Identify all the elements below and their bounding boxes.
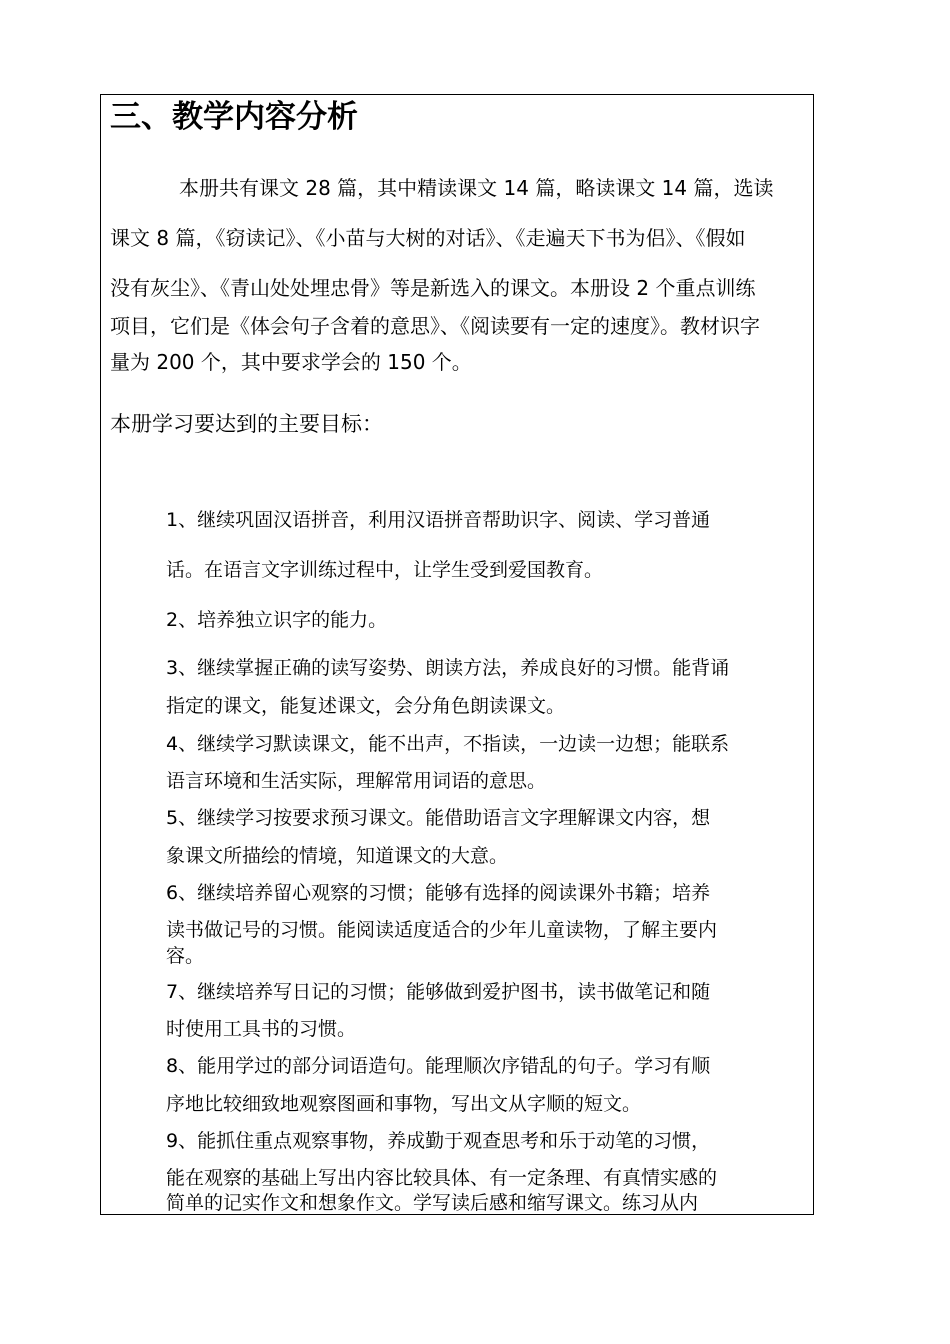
goal-line: 8、能用学过的部分词语造句。能理顺次序错乱的句子。学习有顺 bbox=[166, 1055, 711, 1077]
intro-line: 本册共有课文 28 篇，其中精读课文 14 篇，略读课文 14 篇，选读 bbox=[179, 176, 774, 200]
intro-line: 项目，它们是《体会句子含着的意思》、《阅读要有一定的速度》。教材识字 bbox=[110, 314, 760, 338]
goal-line: 1、继续巩固汉语拼音，利用汉语拼音帮助识字、阅读、学习普通 bbox=[166, 509, 711, 531]
goal-line: 序地比较细致地观察图画和事物，写出文从字顺的短文。 bbox=[166, 1093, 642, 1115]
intro-line: 量为 200 个，其中要求学会的 150 个。 bbox=[110, 350, 472, 374]
goal-line: 话。在语言文字训练过程中，让学生受到爱国教育。 bbox=[166, 559, 604, 581]
document-frame bbox=[100, 94, 814, 1215]
goal-line: 7、继续培养写日记的习惯；能够做到爱护图书，读书做笔记和随 bbox=[166, 981, 711, 1003]
goal-line: 语言环境和生活实际，理解常用词语的意思。 bbox=[166, 770, 547, 792]
goal-line: 读书做记号的习惯。能阅读适度适合的少年儿童读物，了解主要内 bbox=[166, 919, 718, 941]
goal-line: 3、继续掌握正确的读写姿势、朗读方法，养成良好的习惯。能背诵 bbox=[166, 657, 730, 679]
goal-line: 能在观察的基础上写出内容比较具体、有一定条理、有真情实感的 bbox=[166, 1167, 718, 1189]
goal-line: 4、继续学习默读课文，能不出声，不指读，一边读一边想；能联系 bbox=[166, 733, 730, 755]
goal-line: 象课文所描绘的情境，知道课文的大意。 bbox=[166, 845, 509, 867]
goal-line: 5、继续学习按要求预习课文。能借助语言文字理解课文内容，想 bbox=[166, 807, 711, 829]
goal-line: 2、培养独立识字的能力。 bbox=[166, 609, 388, 631]
goal-line: 6、继续培养留心观察的习惯；能够有选择的阅读课外书籍；培养 bbox=[166, 882, 711, 904]
goal-line: 时使用工具书的习惯。 bbox=[166, 1018, 357, 1040]
intro-line: 没有灰尘》、《青山处处埋忠骨》等是新选入的课文。本册设 2 个重点训练 bbox=[110, 276, 756, 300]
section-title: 三、教学内容分析 bbox=[110, 99, 358, 135]
goal-line: 简单的记实作文和想象作文。学写读后感和缩写课文。练习从内 bbox=[166, 1192, 699, 1214]
goal-line: 9、能抓住重点观察事物，养成勤于观查思考和乐于动笔的习惯， bbox=[166, 1130, 711, 1152]
goal-line: 容。 bbox=[166, 945, 205, 967]
goal-line: 指定的课文，能复述课文，会分角色朗读课文。 bbox=[166, 695, 566, 717]
goals-title: 本册学习要达到的主要目标： bbox=[110, 412, 383, 436]
intro-line: 课文 8 篇，《窃读记》、《小苗与大树的对话》、《走遍天下书为侣》、《假如 bbox=[110, 226, 746, 250]
